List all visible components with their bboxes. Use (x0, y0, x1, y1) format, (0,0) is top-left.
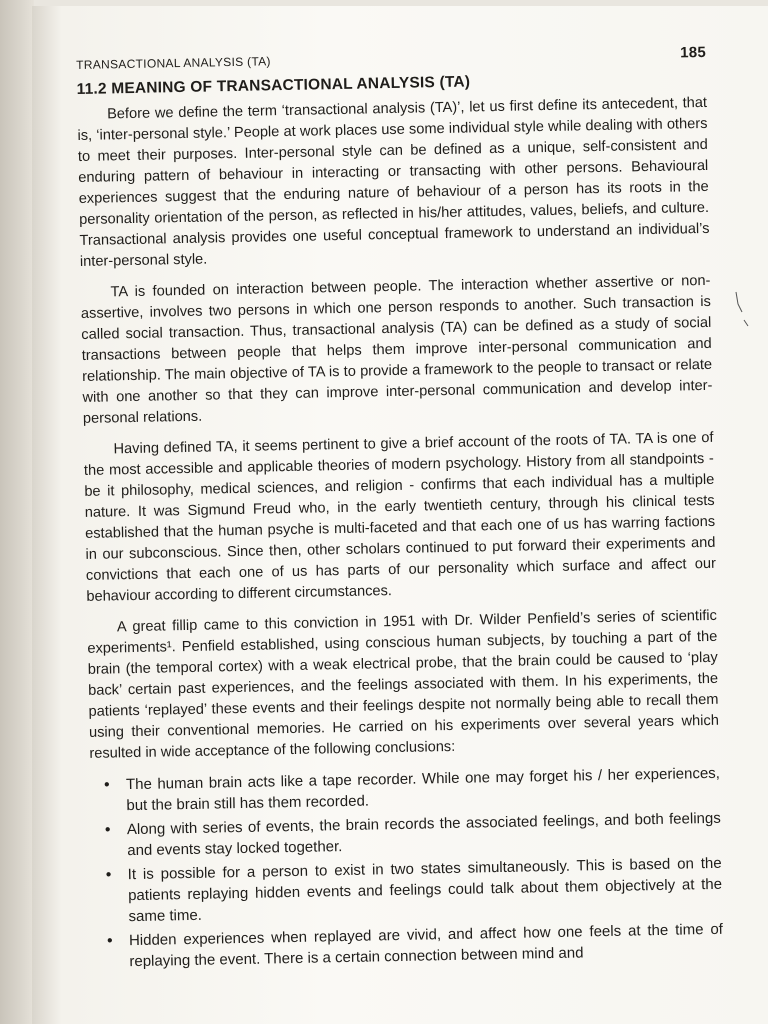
list-item-text: It is possible for a person to exist in two states simultaneously. This is based on the patients replaying hidden events and feelings could talk about them objectively at the same time. (127, 854, 723, 926)
running-head-title: TRANSACTIONAL ANALYSIS (TA) (76, 54, 271, 72)
conclusions-list (90, 763, 724, 973)
paragraph-interpersonal-style: Before we define the term ‘transactional analysis (TA)’, let us first define its antecedent, that is, ‘inter-personal style.’ People at work places use some individual style while dealing with others to meet their purposes. Inter-personal style can be defined as a unique, self-consistent and enduring pattern of behaviour in interacting or transacting with other persons. Behavioural experiences suggest that the enduring nature of behaviour of a person has its roots in the personality orientation of the person, as reflected in his/her attitudes, values, beliefs, and culture. Transactional analysis provides one useful conceptual framework to understand an individual’s inter-personal style. (77, 94, 710, 270)
bullet-icon: • (105, 866, 112, 884)
list-item-text: Along with series of events, the brain records the associated feelings, and both feelings and events stay locked together. (126, 809, 721, 860)
page-content (76, 44, 724, 976)
list-item (105, 808, 722, 862)
paragraph-roots-of-ta: Having defined TA, it seems pertinent to give a brief account of the roots of TA. TA is one of the most accessible and applicable theories of modern psychology. History from all standpoints - be it philosophy, medical sciences, and religion - confirms that each individual has a multiple nature. It was Sigmund Freud who, in the early twentieth century, through his clinical tests established that the human psyche is multi-faceted and that each one of us has warring factions in our subconscious. Since then, other scholars continued to put forward their experiments and convictions that each one of us has parts of our personality which surface and affect our behaviour according to different circumstances. (83, 429, 717, 605)
list-item-text: The human brain acts like a tape recorder. While one may forget his / her experiences, but the brain still has them recorded. (125, 764, 721, 815)
bullet-icon: • (103, 776, 110, 794)
bullet-icon: • (104, 821, 111, 839)
paragraph-ta-founded: TA is founded on interaction between people. The interaction whether assertive or non-assertive, involves two persons in which one person responds to another. Such transaction is called social transaction. Thus, transactional analysis (TA) can be defined as a study of social transactions between people that helps them improve inter-personal communication and relationship. The main objective of TA is to provide a framework to the people to transact or relate with one another so that they can improve inter-personal communication and develop inter-personal relations. (80, 272, 713, 427)
running-head (76, 44, 706, 73)
list-item-text: Hidden experiences when replayed are vivid, and affect how one feels at the time of replaying the event. There is a certain connection between mind and (128, 920, 724, 971)
list-item (104, 763, 721, 817)
list-item (106, 853, 723, 928)
book-page (32, 6, 768, 1024)
book-spine-shadow (0, 0, 34, 1024)
pencil-margin-mark-icon (732, 290, 752, 330)
bullet-icon: • (106, 932, 113, 950)
paragraph-penfield: A great fillip came to this conviction in 1951 with Dr. Wilder Penfield’s series of scientific experiments¹. Penfield established, using conscious human subjects, by touching a part of the brain (the temporal cortex) with a weak electrical probe, that the brain could be caused to ‘play back’ certain past experiences, and the feelings associated with them. In his experiments, the patients ‘replayed’ these events and their feelings despite not normally being able to recall them using their conventional memories. He carried on his experiments over several years which resulted in wide acceptance of the following conclusions: (87, 607, 720, 762)
list-item (107, 919, 724, 973)
section-heading: 11.2 MEANING OF TRANSACTIONAL ANALYSIS (TA) (76, 73, 471, 98)
page-number: 185 (679, 43, 707, 62)
